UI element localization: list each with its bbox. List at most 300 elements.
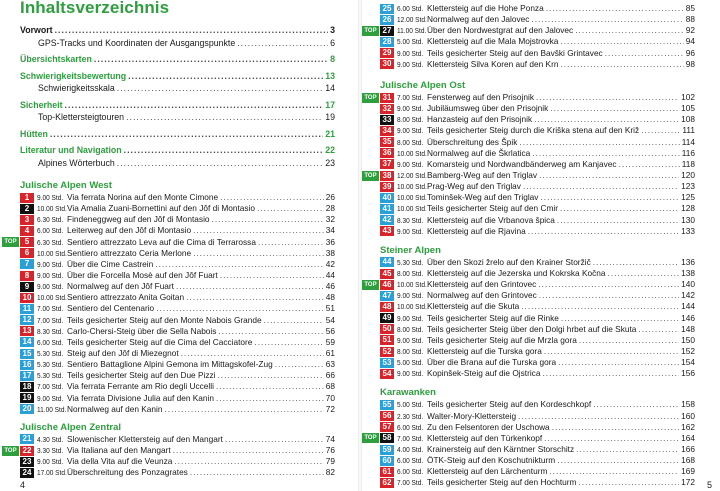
tour-name: Teils gesicherter Steig auf die Cima del Cacciatore (67, 336, 253, 347)
toc-page-number: 19 (325, 112, 335, 122)
tour-number-badge: 50 (380, 324, 394, 334)
tour-duration: 5.30 Std. (37, 371, 64, 381)
leader-dots (174, 456, 323, 467)
tour-entry[interactable] (380, 422, 695, 433)
leader-dots (128, 70, 323, 83)
tour-page-number: 108 (681, 114, 695, 125)
tour-page-number: 156 (681, 368, 695, 379)
tour-number-badge: 58 (380, 433, 394, 443)
toc-page-number: 22 (325, 145, 335, 155)
tour-page-number: 96 (685, 47, 695, 58)
tour-duration: 4.00 Std. (397, 444, 424, 454)
tour-page-number: 42 (325, 258, 335, 269)
top-badge: TOP (362, 280, 379, 290)
tour-duration: 9.00 Std. (397, 313, 424, 323)
leader-dots (540, 192, 679, 203)
tour-entry[interactable] (380, 335, 695, 346)
leader-dots (532, 148, 679, 159)
tour-entry[interactable] (380, 268, 695, 279)
toc-label: Übersichtskarten (20, 54, 92, 64)
top-badge: TOP (2, 237, 19, 247)
tour-entry[interactable] (364, 279, 695, 290)
tour-number-badge: 53 (380, 358, 394, 368)
tour-entry[interactable] (4, 444, 335, 456)
section-heading: Julische Alpen Zentral (20, 421, 122, 433)
tour-duration: 6.00 Std. (397, 4, 424, 13)
section-heading: Karawanken (380, 387, 436, 399)
right-page (360, 0, 720, 491)
tour-page-number: 118 (681, 158, 695, 169)
tour-name: Sentiero attrezzato Ceria Merlone (67, 247, 192, 258)
tour-entry[interactable] (364, 92, 695, 103)
tour-number-badge: 16 (20, 360, 34, 370)
tour-number-badge: 61 (380, 467, 394, 477)
tour-number-badge: 39 (380, 182, 394, 192)
tour-duration: 10.00 Std. (37, 204, 67, 214)
tour-page-number: 61 (325, 347, 335, 358)
tour-name: Klettersteig auf die Jezerska und Kokrska Kočna (427, 267, 606, 278)
tour-entry[interactable] (380, 226, 695, 237)
leader-dots (94, 53, 328, 66)
tour-duration: 9.00 Std. (397, 126, 424, 136)
tour-page-number: 32 (325, 214, 335, 225)
tour-entry[interactable] (380, 59, 695, 70)
toc-page-number: 3 (330, 25, 335, 35)
leader-dots (552, 422, 679, 433)
toc-row[interactable] (20, 144, 335, 157)
tour-number-badge: 14 (20, 337, 34, 347)
tour-duration: 7.00 Std. (397, 93, 424, 102)
leader-dots (126, 111, 323, 124)
toc-row[interactable] (20, 37, 335, 50)
tour-name: Sentiero del Centenario (67, 303, 155, 314)
tour-duration: 8.00 Std. (397, 115, 424, 125)
tour-page-number: 68 (325, 381, 335, 392)
toc-label: GPS-Tracks und Koordinaten der Ausgangspunkte (38, 37, 236, 48)
tour-entry[interactable] (380, 114, 695, 125)
tour-name: Klettersteig auf die Skuta (427, 301, 520, 312)
tour-entry[interactable] (380, 103, 695, 114)
tour-name: Über die Brana auf die Turska gora (427, 357, 557, 368)
toc-row[interactable] (20, 157, 335, 170)
leader-dots (181, 348, 324, 359)
tour-page-number: 168 (681, 455, 695, 466)
tour-name: Klettersteig auf die Mala Mojstrovka (427, 36, 559, 47)
tour-duration: 6.30 Std. (37, 237, 64, 247)
leader-dots (593, 399, 679, 410)
tour-number-badge: 27 (380, 26, 394, 36)
tour-entry[interactable] (380, 14, 695, 25)
tour-name: Via Amalia Zuani-Bornettini auf den Jôf di Montasio (67, 203, 256, 214)
toc-page-number: 13 (325, 70, 335, 81)
toc-page-number: 23 (325, 157, 335, 168)
tour-page-number: 48 (325, 292, 335, 303)
tour-number-badge: 26 (380, 15, 394, 25)
tour-number-badge: 15 (20, 349, 34, 359)
top-badge: TOP (362, 93, 379, 103)
tour-number-badge: 37 (380, 159, 394, 169)
tour-name: Prag-Weg auf den Triglav (427, 181, 521, 192)
toc-row[interactable] (20, 99, 335, 112)
tour-name: Normalweg auf die Škrlatica (427, 147, 531, 158)
tour-entry[interactable] (20, 404, 335, 415)
continued-entries (364, 3, 695, 70)
leader-dots (544, 433, 679, 444)
tour-name: Klettersteig auf den Grintovec (427, 279, 537, 290)
tour-entry[interactable] (380, 301, 695, 312)
tour-entry[interactable] (380, 192, 695, 203)
tour-duration: 9.00 Std. (397, 369, 424, 379)
tour-name: Teils gesicherter Steig auf den Hochturm (427, 477, 577, 488)
tour-entry[interactable] (380, 477, 695, 488)
tour-entry[interactable] (380, 466, 695, 477)
tour-name: Überschreitung des Špik (427, 136, 518, 147)
tour-entry[interactable] (20, 303, 335, 314)
tour-duration: 9.00 Std. (37, 457, 64, 467)
leader-dots (254, 337, 323, 348)
tour-entry[interactable] (20, 270, 335, 281)
leader-dots (124, 144, 324, 157)
tour-page-number: 26 (325, 192, 335, 202)
tour-name: Zu den Felsentoren der Uschowa (427, 421, 550, 432)
tour-page-number: 46 (325, 281, 335, 292)
tour-duration: 10.00 Std. (397, 182, 427, 192)
leader-dots (117, 157, 323, 170)
tour-page-number: 102 (681, 92, 695, 102)
tour-number-badge: 5 (20, 237, 34, 247)
tour-entry[interactable] (20, 225, 335, 236)
tour-entry[interactable] (380, 159, 695, 170)
tour-page-number: 128 (681, 203, 695, 214)
tour-name: Hanzasteig auf den Prisojnik (427, 114, 533, 125)
leader-dots (558, 357, 679, 368)
tour-duration: 4.30 Std. (37, 434, 64, 444)
tour-entry[interactable] (380, 368, 695, 379)
toc-page-number: 17 (325, 99, 335, 110)
tour-entry[interactable] (380, 48, 695, 59)
leader-dots (519, 137, 679, 148)
tour-number-badge: 43 (380, 226, 394, 236)
leader-dots (55, 24, 329, 37)
tour-entry[interactable] (20, 337, 335, 348)
tour-number-badge: 3 (20, 215, 34, 225)
tour-entry[interactable] (380, 215, 695, 226)
toc-row[interactable] (20, 53, 335, 66)
toc-row[interactable] (20, 111, 335, 124)
leader-dots (117, 82, 323, 95)
toc-page-number: 14 (325, 83, 335, 93)
tour-duration: 8.00 Std. (397, 346, 424, 356)
leader-dots (560, 203, 679, 214)
tour-number-badge: 9 (20, 282, 34, 292)
tour-entry[interactable] (20, 393, 335, 404)
section-heading: Steiner Alpen (380, 244, 441, 256)
top-badge: TOP (362, 26, 379, 36)
leader-dots (550, 103, 679, 114)
tour-duration: 5.30 Std. (397, 257, 424, 267)
tour-entry[interactable] (20, 348, 335, 359)
leader-dots (579, 335, 679, 346)
tour-entry[interactable] (20, 467, 335, 478)
leader-dots (156, 303, 324, 314)
tour-name: Findeneggweg auf den Jôf di Montasio (67, 214, 210, 225)
tour-page-number: 98 (685, 58, 695, 69)
tour-entry[interactable] (20, 326, 335, 337)
tour-number-badge: 22 (20, 446, 34, 456)
tour-name: Über den Skozi žrelo auf den Krainer Storžič (427, 256, 591, 267)
tour-entry[interactable] (20, 434, 335, 445)
tour-duration: 6.00 Std. (37, 226, 64, 236)
tour-entry[interactable] (380, 324, 695, 335)
tour-duration: 17.00 Std. (37, 468, 67, 478)
tour-entry[interactable] (20, 281, 335, 292)
tour-entry[interactable] (20, 292, 335, 303)
tour-duration: 10.00 Std. (397, 193, 427, 203)
leader-dots (536, 92, 679, 103)
leader-dots (237, 37, 328, 50)
tour-name: Klettersteig Silva Koren auf den Krn (427, 58, 559, 69)
leader-dots (193, 225, 324, 236)
tour-page-number: 123 (681, 181, 695, 192)
leader-dots (275, 359, 324, 370)
tour-name: Klettersteig auf die Vrbanova špica (427, 214, 555, 225)
tour-duration: 9.00 Std. (37, 259, 64, 269)
leader-dots (534, 114, 679, 125)
tour-number-badge: 6 (20, 248, 34, 258)
tour-duration: 9.00 Std. (37, 282, 64, 292)
page-number-right: 5 (706, 480, 712, 490)
leader-dots (557, 215, 679, 226)
tour-duration: 10.00 Std. (397, 204, 427, 214)
tour-duration: 9.00 Std. (397, 226, 424, 236)
tour-entry[interactable] (380, 36, 695, 47)
tour-entry[interactable] (20, 259, 335, 270)
tour-entry[interactable] (380, 290, 695, 301)
tour-entry[interactable] (380, 444, 695, 455)
tour-page-number: 85 (685, 3, 695, 13)
tour-page-number: 111 (682, 125, 695, 136)
tour-number-badge: 4 (20, 226, 34, 236)
left-sections (4, 179, 335, 478)
tour-entry[interactable] (380, 411, 695, 422)
tour-page-number: 44 (325, 269, 335, 280)
tour-entry[interactable] (364, 432, 695, 444)
tour-entry[interactable] (380, 137, 695, 148)
tour-number-badge: 57 (380, 422, 394, 432)
tour-entry[interactable] (20, 456, 335, 467)
leader-dots (523, 181, 679, 192)
tour-entry[interactable] (380, 455, 695, 466)
leader-dots (264, 315, 324, 326)
tour-number-badge: 18 (20, 382, 34, 392)
tour-duration: 10.00 Std. (397, 148, 427, 158)
tour-duration: 6.00 Std. (37, 337, 64, 347)
tour-name: Über den Nordwestgrat auf den Jalovec (427, 25, 574, 36)
tour-name: Fensterweg auf den Prisojnik (427, 92, 534, 102)
leader-dots (65, 99, 324, 112)
front-matter-list (20, 24, 335, 169)
tour-entry[interactable] (20, 248, 335, 259)
toc-label: Hütten (20, 128, 48, 139)
tour-entry[interactable] (380, 3, 695, 14)
tour-page-number: 36 (325, 236, 335, 247)
tour-name: Teils gesicherter Steig auf den Due Pizzi (67, 370, 216, 381)
tour-entry[interactable] (364, 25, 695, 36)
tour-name: Klettersteig auf den Lärchenturm (427, 466, 548, 477)
tour-number-badge: 36 (380, 148, 394, 158)
tour-name: Walter-Mory-Klettersteig (427, 410, 517, 421)
toc-label: Alpines Wörterbuch (38, 157, 115, 168)
toc-label: Sicherheit (20, 99, 63, 110)
tour-entry[interactable] (20, 214, 335, 225)
tour-page-number: 166 (681, 443, 695, 454)
top-badge: TOP (362, 171, 379, 181)
leader-dots (258, 237, 324, 248)
tour-page-number: 56 (325, 325, 335, 336)
toc-page-number: 6 (330, 37, 335, 48)
tour-page-number: 70 (325, 392, 335, 403)
leader-dots (542, 368, 679, 379)
tour-duration: 3.30 Std. (37, 445, 64, 455)
tour-name: Teils gesicherter Steig auf den Monte Nabois Grande (67, 314, 262, 325)
tour-entry[interactable] (380, 125, 695, 136)
toc-page-number: 21 (325, 128, 335, 139)
tour-entry[interactable] (20, 315, 335, 326)
tour-name: Klettersteig auf den Türkenkopf (427, 432, 543, 443)
tour-duration: 11.00 Std. (37, 404, 67, 414)
leader-dots (220, 270, 324, 281)
toc-label: Literatur und Navigation (20, 145, 122, 155)
tour-page-number: 92 (685, 25, 695, 36)
tour-number-badge: 29 (380, 48, 394, 58)
leader-dots (578, 477, 679, 488)
tour-duration: 9.00 Std. (37, 193, 64, 202)
tour-number-badge: 21 (20, 434, 34, 444)
tour-name: Klettersteig auf die Hohe Ponza (427, 3, 544, 13)
page-number-left: 4 (20, 480, 26, 490)
tour-page-number: 59 (325, 336, 335, 347)
tour-page-number: 133 (681, 225, 695, 236)
tour-number-badge: 55 (380, 400, 394, 410)
tour-duration: 7.00 Std. (37, 382, 64, 392)
tour-page-number: 164 (681, 432, 695, 443)
tour-page-number: 154 (681, 357, 695, 368)
tour-name: Carlo-Chersi-Steig über die Sella Nabois (67, 325, 217, 336)
leader-dots (218, 326, 323, 337)
tour-name: Überschreitung des Ponzagrates (67, 467, 188, 478)
tour-number-badge: 38 (380, 171, 394, 181)
tour-page-number: 169 (681, 466, 695, 477)
tour-duration: 9.00 Std. (397, 291, 424, 301)
tour-entry[interactable] (20, 370, 335, 381)
tour-entry[interactable] (380, 357, 695, 368)
tour-duration: 5.00 Std. (397, 358, 424, 368)
tour-duration: 8.00 Std. (397, 137, 424, 147)
top-badge: TOP (362, 433, 379, 443)
tour-entry[interactable] (380, 399, 695, 410)
section-heading: Julische Alpen Ost (380, 80, 466, 91)
tour-name: Normalweg auf den Jalovec (427, 14, 530, 25)
tour-name: Tominšek-Weg auf den Triglav (427, 192, 539, 203)
tour-duration: 10.00 Std. (37, 248, 67, 258)
tour-entry[interactable] (380, 257, 695, 268)
tour-entry[interactable] (20, 203, 335, 214)
toc-row[interactable] (20, 128, 335, 141)
tour-entry[interactable] (380, 148, 695, 159)
tour-duration: 7.00 Std. (37, 304, 64, 314)
tour-entry[interactable] (380, 181, 695, 192)
tour-name: Sentiero attrezzato Leva auf die Cima di Terrarossa (67, 236, 256, 247)
tour-duration: 5.00 Std. (397, 400, 424, 410)
tour-entry[interactable] (364, 169, 695, 181)
tour-number-badge: 51 (380, 335, 394, 345)
tour-duration: 7.00 Std. (397, 433, 424, 443)
tour-entry[interactable] (380, 346, 695, 357)
toc-row[interactable] (20, 70, 335, 83)
tour-number-badge: 30 (380, 59, 394, 69)
leader-dots (560, 59, 683, 70)
tour-duration: 9.00 Std. (397, 48, 424, 58)
tour-entry[interactable] (20, 359, 335, 370)
tour-duration: 9.00 Std. (397, 59, 424, 69)
tour-number-badge: 32 (380, 104, 394, 114)
tour-entry[interactable] (380, 203, 695, 214)
tour-entry[interactable] (20, 381, 335, 392)
tour-number-badge: 60 (380, 456, 394, 466)
toc-row[interactable] (20, 24, 335, 37)
tour-number-badge: 33 (380, 115, 394, 125)
tour-name: Bamberg-Weg auf den Triglav (427, 169, 538, 180)
tour-entry[interactable] (20, 192, 335, 203)
tour-duration: 6.00 Std. (397, 422, 424, 432)
leader-dots (557, 455, 679, 466)
tour-entry[interactable] (380, 313, 695, 324)
tour-page-number: 140 (681, 279, 695, 290)
tour-duration: 10.00 Std. (37, 293, 67, 303)
tour-number-badge: 35 (380, 137, 394, 147)
tour-duration: 12.00 Std. (397, 170, 427, 180)
tour-page-number: 72 (325, 403, 335, 414)
top-badge: TOP (2, 446, 19, 456)
tour-page-number: 120 (681, 169, 695, 180)
tour-name: Teils gesicherter Steig auf den Cmir (427, 203, 558, 214)
leader-dots (521, 301, 679, 312)
toc-label: Vorwort (20, 25, 53, 35)
tour-page-number: 148 (681, 323, 695, 334)
tour-page-number: 76 (325, 444, 335, 455)
leader-dots (190, 467, 324, 478)
tour-name: Slowenischer Klettersteig auf den Mangart (67, 433, 223, 444)
tour-duration: 11.00 Std. (397, 26, 427, 36)
tour-page-number: 94 (685, 36, 695, 47)
leader-dots (575, 25, 684, 36)
tour-page-number: 152 (681, 345, 695, 356)
tour-number-badge: 7 (20, 259, 34, 269)
tour-name: Via della Vita auf die Veunza (67, 456, 173, 467)
tour-number-badge: 59 (380, 445, 394, 455)
tour-duration: 7.00 Std. (397, 478, 424, 488)
tour-name: Sentiero attrezzato Anita Goitan (67, 292, 185, 303)
leader-dots (218, 370, 324, 381)
tour-entry[interactable] (4, 236, 335, 248)
tour-number-badge: 2 (20, 204, 34, 214)
tour-duration: 9.00 Std. (37, 393, 64, 403)
tour-number-badge: 47 (380, 291, 394, 301)
tour-number-badge: 24 (20, 468, 34, 478)
toc-row[interactable] (20, 82, 335, 95)
tour-duration: 5.00 Std. (397, 37, 424, 47)
tour-number-badge: 41 (380, 204, 394, 214)
